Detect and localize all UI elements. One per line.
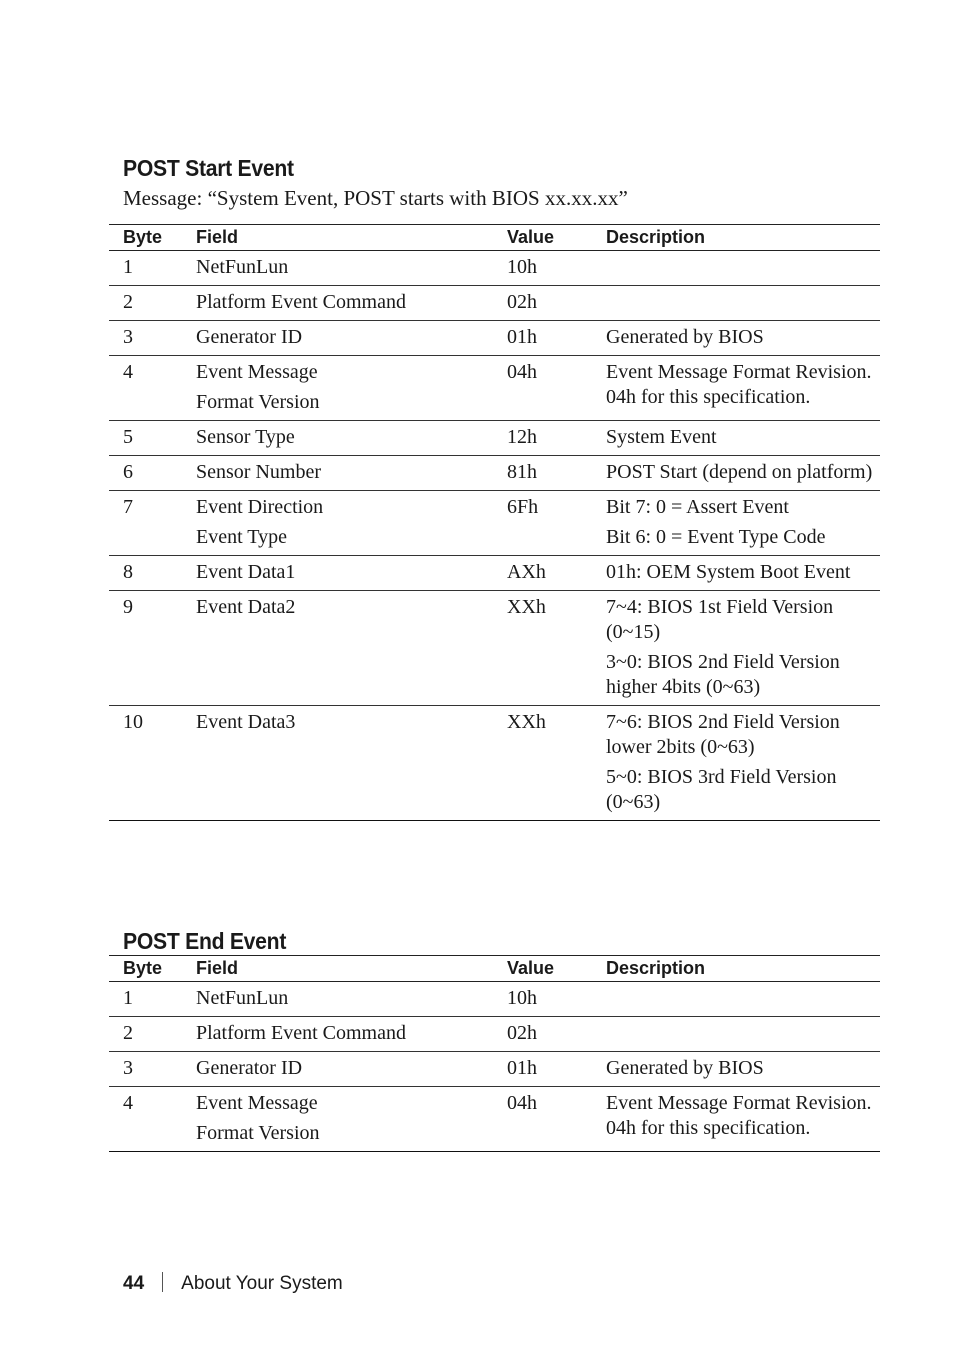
field-cell — [196, 982, 507, 1017]
field-cell — [196, 556, 507, 591]
byte-cell: 3 — [109, 321, 196, 356]
description-cell — [606, 356, 880, 421]
description-cell — [606, 1052, 880, 1087]
description-cell — [606, 591, 880, 706]
field-cell — [196, 456, 507, 491]
page-number: 44 — [123, 1273, 145, 1294]
byte-cell: 7 — [109, 491, 196, 556]
value-cell: 02h — [507, 286, 606, 321]
table-row — [109, 286, 880, 321]
post-end-event-section — [109, 928, 880, 1152]
description-line: POST Start (depend on platform) — [606, 461, 873, 483]
description-cell — [606, 251, 880, 286]
value-cell: 10h — [507, 982, 606, 1017]
byte-cell: 6 — [109, 456, 196, 491]
byte-cell: 5 — [109, 421, 196, 456]
description-cell — [606, 286, 880, 321]
field-line: Platform Event Command — [196, 291, 406, 313]
field-cell — [196, 421, 507, 456]
description-cell — [606, 421, 880, 456]
byte-cell: 3 — [109, 1052, 196, 1087]
field-cell — [196, 491, 507, 556]
header-byte: Byte — [109, 956, 196, 982]
description-line: 01h: OEM System Boot Event — [606, 561, 851, 583]
description-cell — [606, 1017, 880, 1052]
field-cell — [196, 356, 507, 421]
value-cell: 01h — [507, 1052, 606, 1087]
byte-cell: 9 — [109, 591, 196, 706]
value-cell: 10h — [507, 251, 606, 286]
value-cell: 04h — [507, 1087, 606, 1152]
table-row — [109, 456, 880, 491]
field-line: Event Direction — [196, 496, 324, 518]
table-row — [109, 421, 880, 456]
footer-section-title: About Your System — [181, 1273, 343, 1294]
description-cell — [606, 556, 880, 591]
description-cell — [606, 456, 880, 491]
field-cell — [196, 1017, 507, 1052]
header-description: Description — [606, 956, 880, 982]
field-cell — [196, 286, 507, 321]
field-line: Generator ID — [196, 1057, 303, 1079]
value-cell: 81h — [507, 456, 606, 491]
table-row — [109, 356, 880, 421]
table-row — [109, 251, 880, 286]
field-cell — [196, 1087, 507, 1152]
header-value: Value — [507, 225, 606, 251]
post-start-event-section — [109, 155, 880, 821]
table-row — [109, 491, 880, 556]
field-line: NetFunLun — [196, 987, 289, 1009]
header-field: Field — [196, 225, 507, 251]
field-cell — [196, 251, 507, 286]
description-line: 7~4: BIOS 1st Field Version (0~15) — [606, 596, 834, 643]
field-cell — [196, 591, 507, 706]
description-line: Generated by BIOS — [606, 326, 764, 348]
byte-cell: 2 — [109, 286, 196, 321]
description-cell — [606, 321, 880, 356]
byte-cell: 4 — [109, 356, 196, 421]
field-line: Event Data3 — [196, 711, 296, 733]
table-row — [109, 1017, 880, 1052]
table-header-row — [109, 956, 880, 982]
description-line: 3~0: BIOS 2nd Field Version higher 4bits (0~63) — [606, 651, 840, 698]
value-cell: 01h — [507, 321, 606, 356]
table-row — [109, 556, 880, 591]
value-cell: 04h — [507, 356, 606, 421]
field-line: Format Version — [196, 1122, 320, 1144]
header-value: Value — [507, 956, 606, 982]
value-cell: AXh — [507, 556, 606, 591]
description-cell — [606, 982, 880, 1017]
description-cell — [606, 491, 880, 556]
value-cell: 6Fh — [507, 491, 606, 556]
table-row — [109, 321, 880, 356]
byte-cell: 2 — [109, 1017, 196, 1052]
byte-cell: 10 — [109, 706, 196, 821]
footer-divider — [162, 1272, 163, 1292]
post-end-event-table — [109, 955, 880, 1152]
byte-cell: 8 — [109, 556, 196, 591]
field-line: Event Type — [196, 526, 287, 548]
description-line: Bit 7: 0 = Assert Event — [606, 496, 789, 518]
value-cell: 02h — [507, 1017, 606, 1052]
description-line: Event Message Format Revision. 04h for this specification. — [606, 1092, 872, 1139]
field-cell — [196, 706, 507, 821]
table-row — [109, 1087, 880, 1152]
byte-cell: 1 — [109, 982, 196, 1017]
table-row — [109, 591, 880, 706]
description-line: System Event — [606, 426, 717, 448]
value-cell: 12h — [507, 421, 606, 456]
field-line: Platform Event Command — [196, 1022, 406, 1044]
field-cell — [196, 1052, 507, 1087]
table-row — [109, 982, 880, 1017]
post-start-event-message: Message: “System Event, POST starts with BIOS xx.xx.xx” — [123, 186, 628, 210]
description-line: Event Message Format Revision. 04h for this specification. — [606, 361, 872, 408]
post-start-event-rows — [109, 251, 880, 821]
description-line: 5~0: BIOS 3rd Field Version (0~63) — [606, 766, 837, 813]
field-line: Format Version — [196, 391, 320, 413]
table-row — [109, 1052, 880, 1087]
description-cell — [606, 1087, 880, 1152]
field-line: Event Message — [196, 1092, 318, 1114]
post-end-event-rows — [109, 982, 880, 1152]
field-line: Event Data2 — [196, 596, 296, 618]
post-end-event-title: POST End Event — [123, 928, 287, 954]
header-field: Field — [196, 956, 507, 982]
byte-cell: 4 — [109, 1087, 196, 1152]
table-header-row — [109, 225, 880, 251]
field-line: Generator ID — [196, 326, 303, 348]
byte-cell: 1 — [109, 251, 196, 286]
description-line: Generated by BIOS — [606, 1057, 764, 1079]
field-line: Event Message — [196, 361, 318, 383]
header-byte: Byte — [109, 225, 196, 251]
description-cell — [606, 706, 880, 821]
post-start-event-title: POST Start Event — [123, 155, 294, 181]
header-description: Description — [606, 225, 880, 251]
table-row — [109, 706, 880, 821]
value-cell: XXh — [507, 591, 606, 706]
page-footer — [123, 1272, 343, 1295]
value-cell: XXh — [507, 706, 606, 821]
field-line: Sensor Number — [196, 461, 321, 483]
field-cell — [196, 321, 507, 356]
field-line: NetFunLun — [196, 256, 289, 278]
field-line: Event Data1 — [196, 561, 296, 583]
field-line: Sensor Type — [196, 426, 295, 448]
post-start-event-table — [109, 224, 880, 821]
description-line: Bit 6: 0 = Event Type Code — [606, 526, 826, 548]
description-line: 7~6: BIOS 2nd Field Version lower 2bits (0~63) — [606, 711, 840, 758]
